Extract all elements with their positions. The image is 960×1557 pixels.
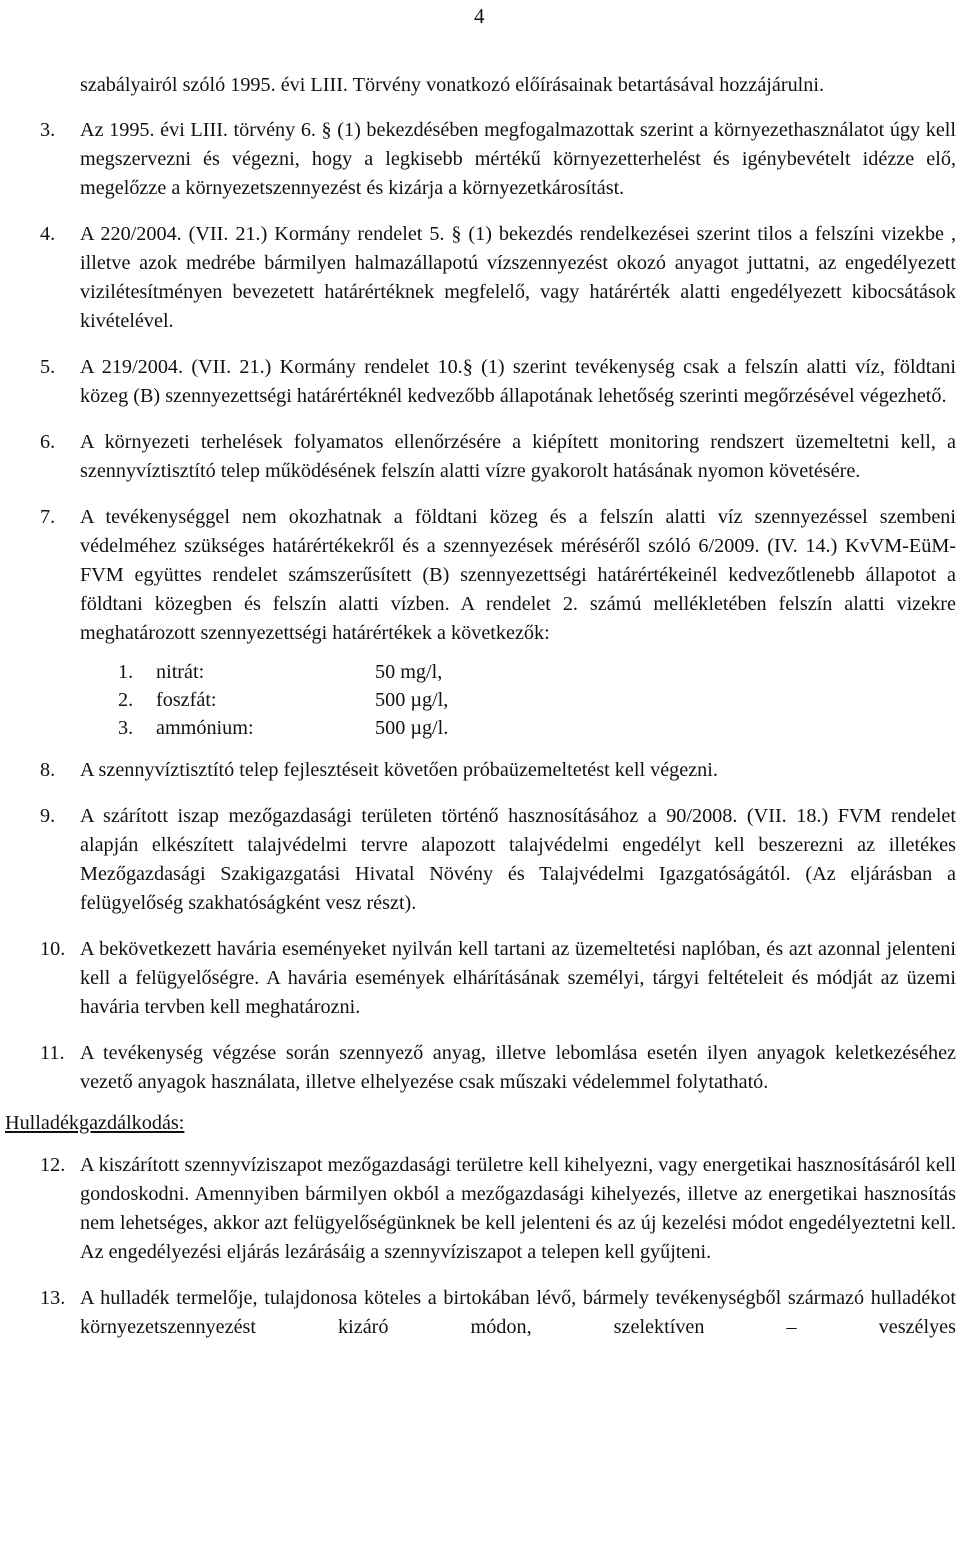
item-number: 3. xyxy=(40,119,56,141)
item-text: A tevékenység végzése során szennyező anyag, illetve lebomlása esetén ilyen anyagok keletkezéséhez vezető anyagok használata, illetve elhelyezése csak műszaki védelemmel folytatható. xyxy=(80,1042,956,1093)
limit-value: 500 µg/l. xyxy=(375,717,449,739)
item-text: A hulladék termelője, tulajdonosa köteles a birtokában lévő, bármely tevékenységből származó hulladékot környezetszennyezést kizáró módon, szelektíven – veszélyes xyxy=(80,1287,956,1338)
limit-name: nitrát: xyxy=(156,661,205,683)
list-item-5 xyxy=(0,353,956,411)
page-number: 4 xyxy=(474,4,485,28)
list-item-3 xyxy=(0,116,956,203)
document-body xyxy=(0,71,956,1342)
section-heading-waste: Hulladékgazdálkodás: xyxy=(5,1112,185,1134)
limit-value: 50 mg/l, xyxy=(375,661,443,683)
list-item-13 xyxy=(0,1284,956,1342)
list-item-9 xyxy=(0,802,956,918)
item-number: 13. xyxy=(40,1287,66,1309)
item-number: 5. xyxy=(40,356,56,378)
list-item-11 xyxy=(0,1039,956,1097)
item-number: 8. xyxy=(40,759,56,781)
limit-row-ammonium xyxy=(118,714,956,742)
list-item-6 xyxy=(0,428,956,486)
item-number: 10. xyxy=(40,938,66,960)
list-item-12 xyxy=(0,1151,956,1267)
list-item-10 xyxy=(0,935,956,1022)
list-item-8 xyxy=(0,756,956,785)
item-number: 11. xyxy=(40,1042,65,1064)
item-text: A környezeti terhelések folyamatos ellenőrzésére a kiépített monitoring rendszert üzemeltetni kell, a szennyvíztisztító telep működésének felszín alatti vízre gyakorolt hatásának nyomon követésére. xyxy=(80,431,956,482)
item-number: 4. xyxy=(40,223,56,245)
item-text: A 220/2004. (VII. 21.) Kormány rendelet 5. § (1) bekezdés rendelkezései szerint tilos a felszíni vizekbe , illetve azok medrébe bármilyen halmazállapotú vízszennyezést okozó anyagot juttatni, az engedélyezett vizilétesítményen bevezetett határértéknek megfelelő, vagy határérték alatti engedélyezett kibocsátások kivételével. xyxy=(80,223,956,332)
list-item-7 xyxy=(0,503,956,648)
item-number: 9. xyxy=(40,805,56,827)
limit-row-phosphate xyxy=(118,686,956,714)
item-text: A 219/2004. (VII. 21.) Kormány rendelet 10.§ (1) szerint tevékenység csak a felszín alatti víz, földtani közeg (B) szennyezettségi határértéknél kedvezőbb állapotának lehetőség szerinti megőrzésével végezhető. xyxy=(80,356,956,407)
limit-values-list xyxy=(0,658,956,742)
item-text: A tevékenységgel nem okozhatnak a földtani közeg és a felszín alatti víz szennyezéssel szembeni védelméhez szükséges határértékekről és a szennyezések méréséről szóló 6/2009. (IV. 14.) KvVM-EüM-FVM együttes rendelet számszerűsített (B) szennyezettségi határértékeinél kedvezőtlenebb állapotot a földtani közegben és felszín alatti vízben. A rendelet 2. számú mellékletében felszín alatti vizekre meghatározott szennyezettségi határértékek a következők: xyxy=(80,506,956,644)
item-text: Az 1995. évi LIII. törvény 6. § (1) bekezdésében megfogalmazottak szerint a környezethasználatot úgy kell megszervezni és végezni, hogy a legkisebb mértékű környezetterhelést és igénybevételt idézze elő, megelőzze a környezetszennyezést és kizárja a környezetkárosítást. xyxy=(80,119,956,199)
item-number: 7. xyxy=(40,506,56,528)
limit-number: 1. xyxy=(118,661,134,683)
item-number: 12. xyxy=(40,1154,66,1176)
item-text: A bekövetkezett havária eseményeket nyilván kell tartani az üzemeltetési naplóban, és azt azonnal jelenteni kell a felügyelőségre. A havária események elhárításának személyi, tárgyi feltételeit és módját az üzemi havária tervben kell meghatározni. xyxy=(80,938,956,1018)
item-text: A szárított iszap mezőgazdasági területen történő hasznosításához a 90/2008. (VII. 18.) FVM rendelet alapján elkészített talajvédelmi tervre alapozott talajvédelmi engedélyt kell beszerezni az illetékes Mezőgazdasági Szakigazgatási Hivatal Növény és Talajvédelmi Igazgatóságától. (Az eljárásban a felügyelőség szakhatóságként vesz részt). xyxy=(80,805,956,914)
list-item-4 xyxy=(0,220,956,336)
intro-paragraph: szabályairól szóló 1995. évi LIII. Törvény vonatkozó előírásainak betartásával hozzájárulni. xyxy=(80,74,825,96)
item-text: A kiszárított szennyvíziszapot mezőgazdasági területre kell kihelyezni, vagy energetikai hasznosításáról kell gondoskodni. Amennyiben bármilyen okból a mezőgazdasági kihelyezés, illetve az energetikai hasznosítás nem lehetséges, akkor azt felügyelőségünknek be kell jelenteni és az új kezelési módot engedélyeztetni kell. Az engedélyezési eljárás lezárásáig a szennyvíziszapot a telepen kell gyűjteni. xyxy=(80,1154,956,1263)
limit-number: 3. xyxy=(118,717,134,739)
limit-value: 500 µg/l, xyxy=(375,689,449,711)
limit-number: 2. xyxy=(118,689,134,711)
limit-name: ammónium: xyxy=(156,717,254,739)
limit-name: foszfát: xyxy=(156,689,217,711)
item-text: A szennyvíztisztító telep fejlesztéseit követően próbaüzemeltetést kell végezni. xyxy=(80,759,718,781)
limit-row-nitrate xyxy=(118,658,956,686)
item-number: 6. xyxy=(40,431,56,453)
